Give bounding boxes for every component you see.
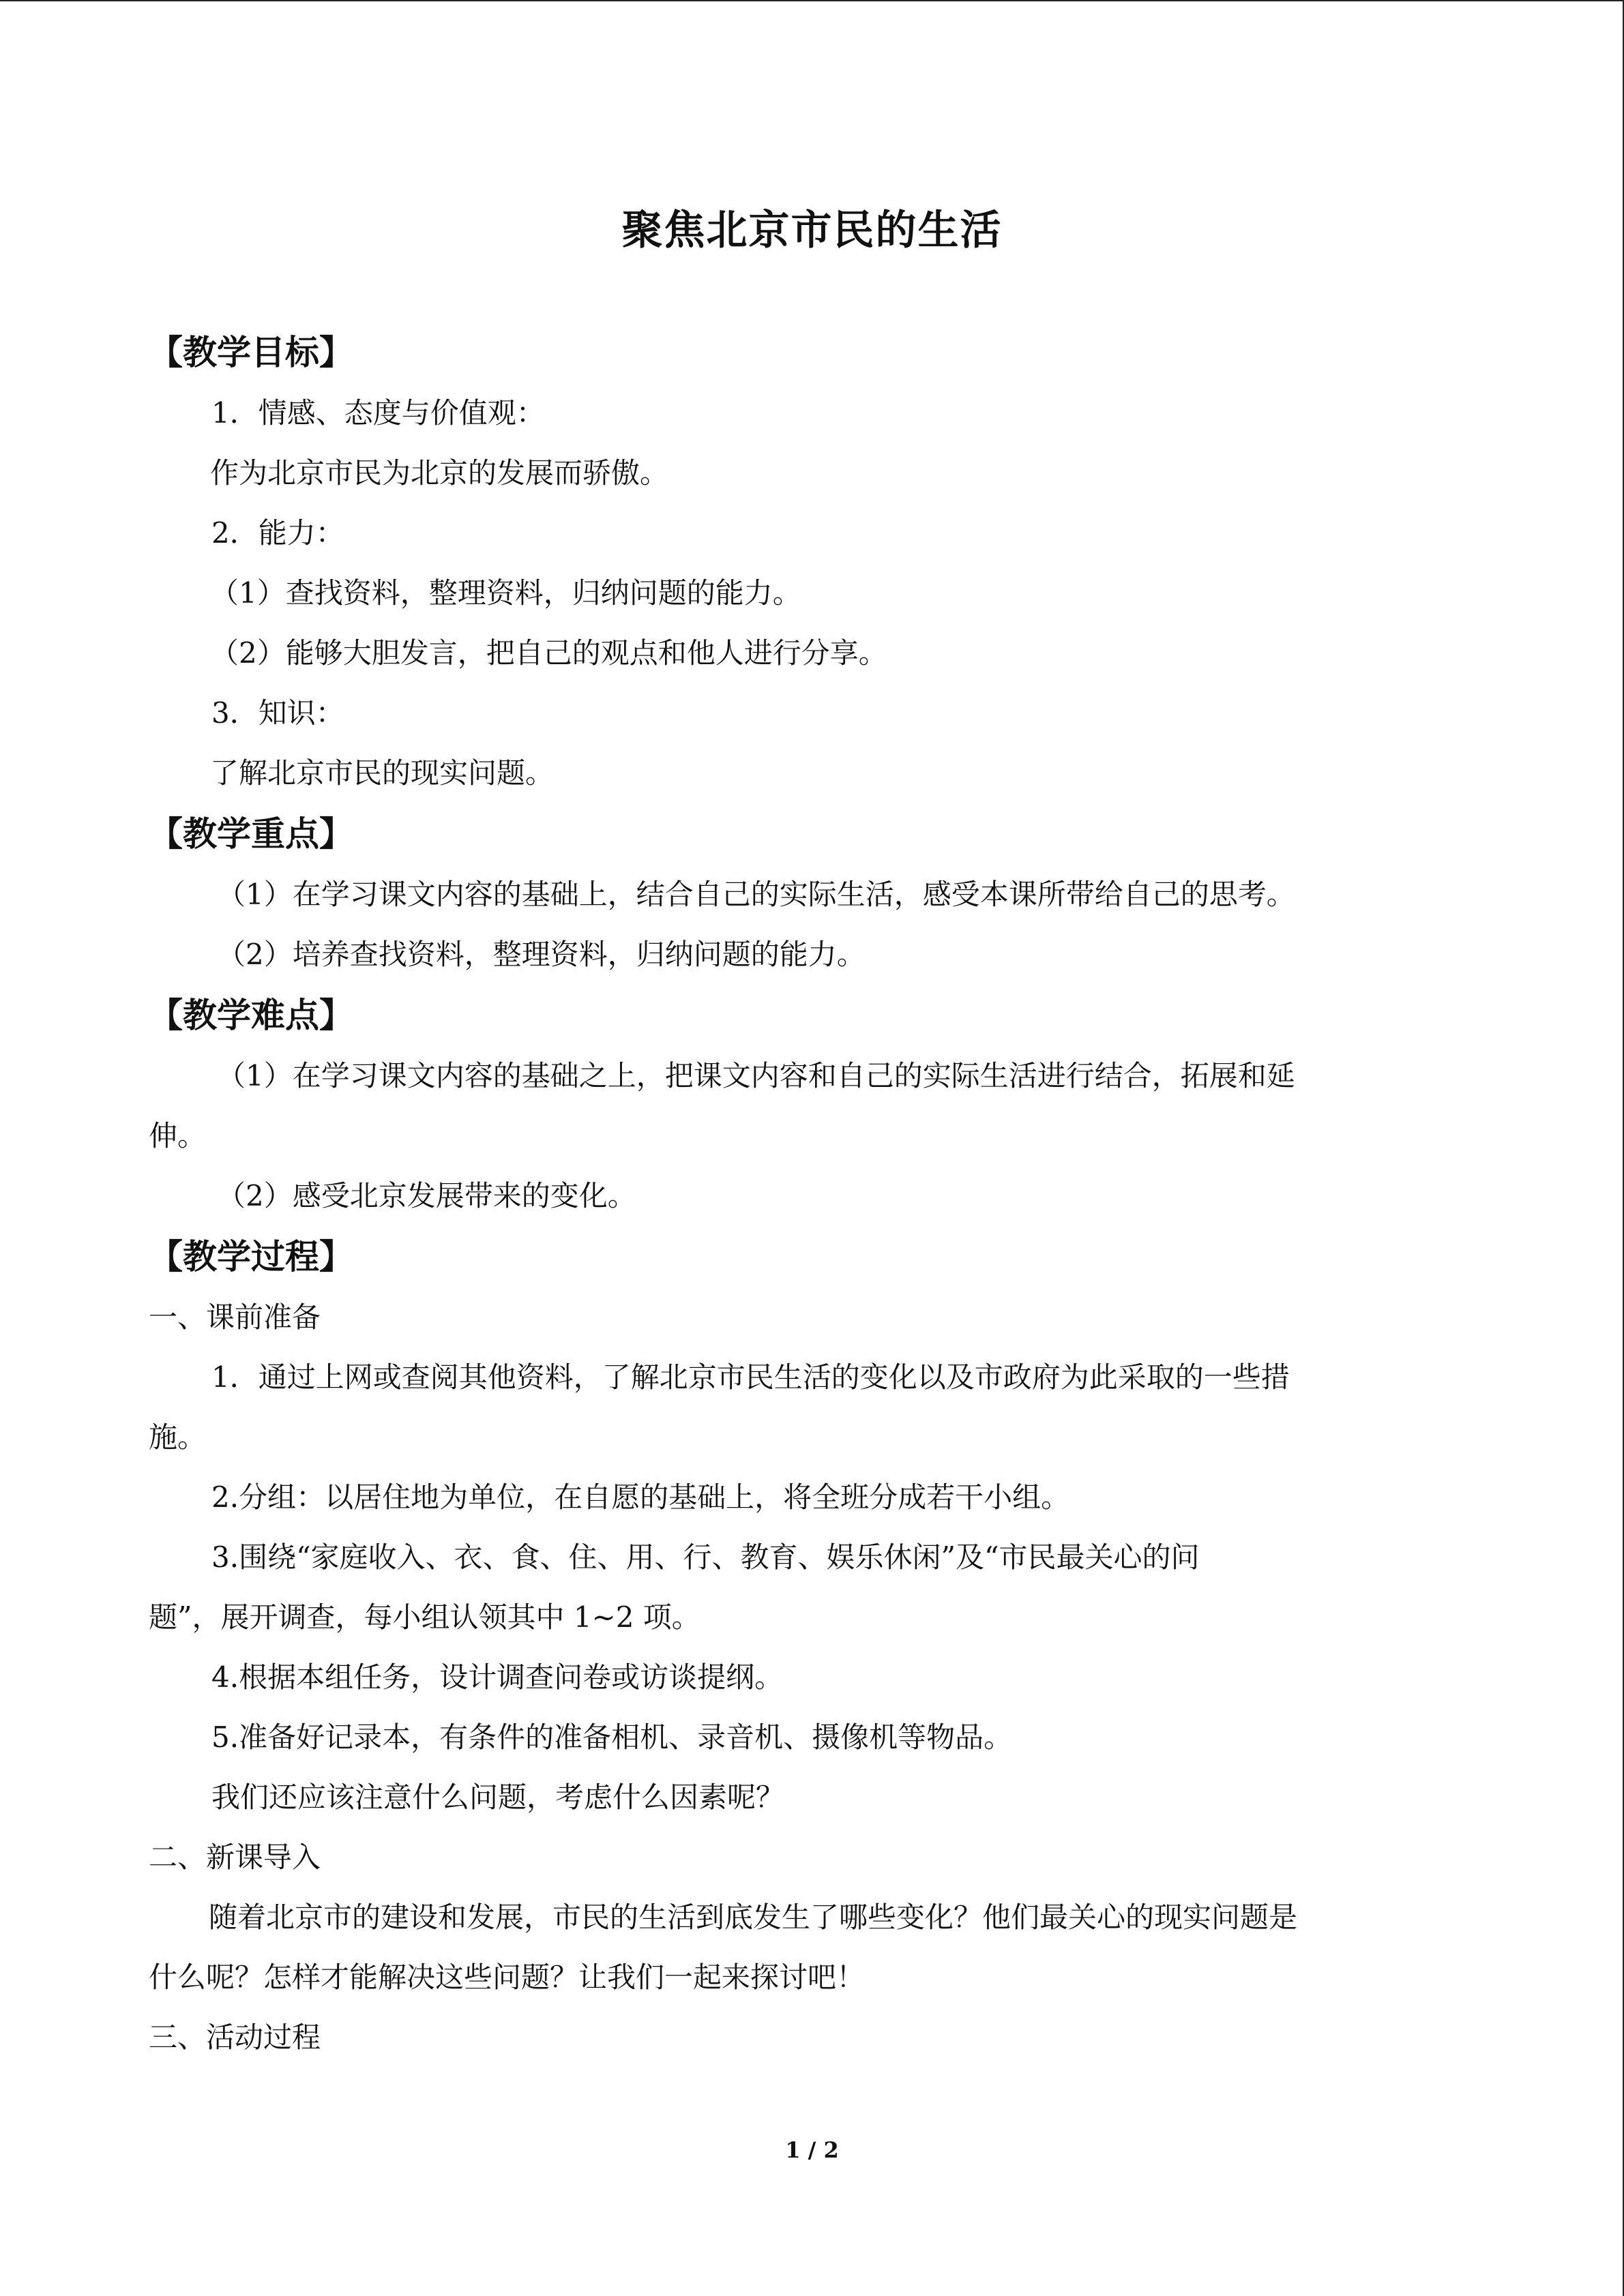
section-1-para-3-line-2: 题”，展开调查，每小组认领其中 1~2 项。 [149, 1600, 700, 1634]
page-title: 聚焦北京市民的生活 [621, 207, 1003, 254]
heading-process: 【教学过程】 [149, 1237, 353, 1277]
section-1-para-6: 我们还应该注意什么问题，考虑什么因素呢？ [211, 1780, 785, 1814]
heading-key-points: 【教学重点】 [149, 814, 353, 854]
goal-3-label: 3．知识： [211, 696, 344, 730]
section-1-para-3-line-1: 3.围绕“家庭收入、衣、食、住、用、行、教育、娱乐休闲”及“市民最关心的问 [211, 1540, 1200, 1574]
key-point-2: （2）培养查找资料，整理资料，归纳问题的能力。 [217, 938, 866, 971]
section-1-para-4: 4.根据本组任务，设计调查问卷或访谈提纲。 [211, 1660, 784, 1694]
difficulty-2: （2）感受北京发展带来的变化。 [217, 1179, 636, 1212]
section-1-title: 一、课前准备 [149, 1300, 321, 1334]
section-1-para-5: 5.准备好记录本，有条件的准备相机、录音机、摄像机等物品。 [211, 1720, 1013, 1754]
section-2-title: 二、新课导入 [149, 1840, 321, 1874]
heading-goals: 【教学目标】 [149, 333, 353, 372]
goal-1-label: 1．情感、态度与价值观： [211, 396, 545, 430]
difficulty-1-line-1: （1）在学习课文内容的基础之上，把课文内容和自己的实际生活进行结合，拓展和延 [217, 1059, 1295, 1092]
difficulty-1-line-2: 伸。 [149, 1119, 207, 1152]
goal-2-item-1: （1）查找资料，整理资料，归纳问题的能力。 [210, 576, 801, 610]
goal-2-item-2: （2）能够大胆发言，把自己的观点和他人进行分享。 [210, 636, 887, 670]
section-2-para-1-line-1: 随着北京市的建设和发展，市民的生活到底发生了哪些变化？他们最关心的现实问题是 [209, 1900, 1298, 1934]
section-2-para-1-line-2: 什么呢？怎样才能解决这些问题？让我们一起来探讨吧！ [149, 1960, 866, 1994]
section-1-para-1-line-2: 施。 [149, 1420, 207, 1454]
section-1-para-2: 2.分组：以居住地为单位，在自愿的基础上，将全班分成若干小组。 [211, 1480, 1070, 1514]
document-body [149, 322, 1455, 2068]
section-1-para-1-line-1: 1．通过上网或查阅其他资料，了解北京市民生活的变化以及市政府为此采取的一些措 [211, 1360, 1290, 1394]
goal-2-label: 2．能力： [211, 516, 344, 550]
goal-1-text: 作为北京市民为北京的发展而骄傲。 [210, 456, 669, 490]
page-number: 1 / 2 [785, 2137, 839, 2163]
section-3-title: 三、活动过程 [149, 2021, 321, 2054]
key-point-1: （1）在学习课文内容的基础上，结合自己的实际生活，感受本课所带给自己的思考。 [217, 878, 1295, 911]
heading-difficulties: 【教学难点】 [149, 996, 353, 1035]
goal-3-text: 了解北京市民的现实问题。 [210, 756, 555, 790]
